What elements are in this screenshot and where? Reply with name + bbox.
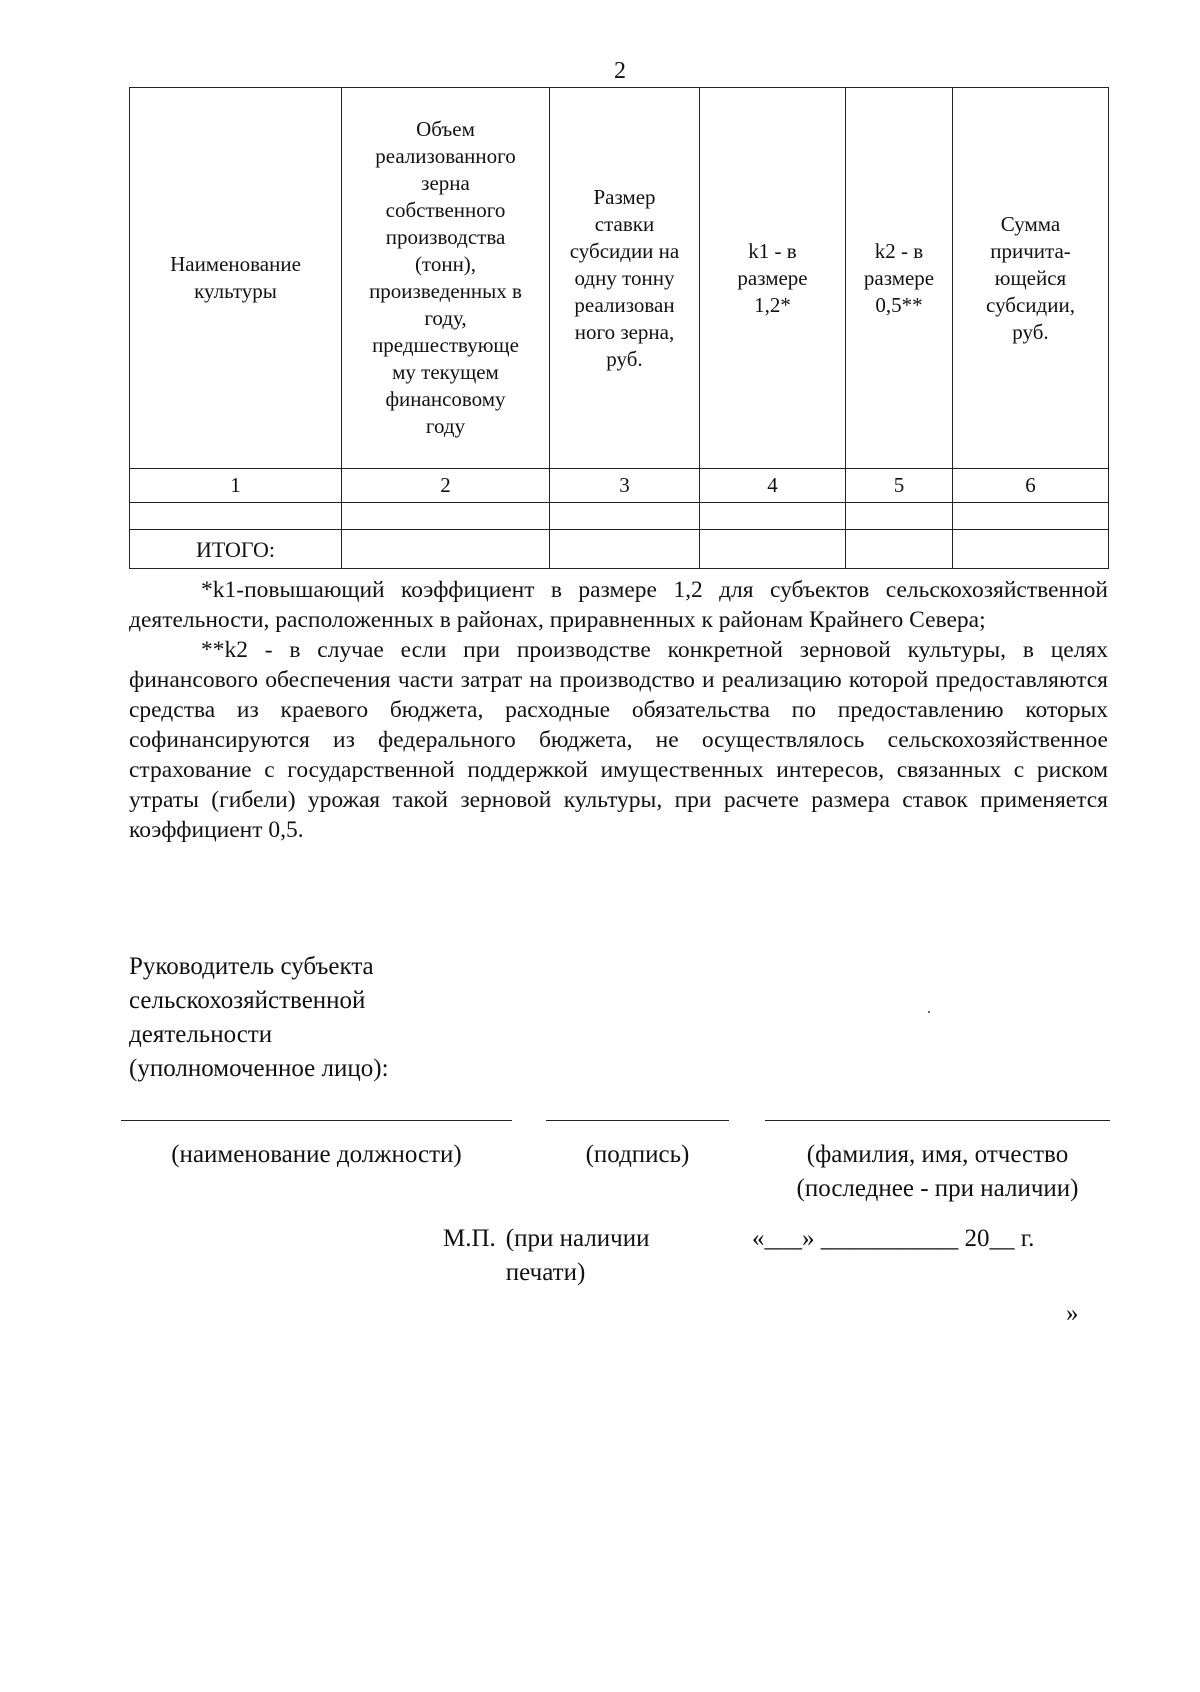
column-number: 1 (130, 469, 342, 503)
header-k1: k1 - в размере 1,2* (700, 88, 846, 469)
footnote-k2: **k2 - в случае если при производстве конкретной зерновой культуры, в целях финансового обеспечения части затрат на производство и реализацию которой предоставляются средства из краевого бюджета, расходные обязательства по предоставлению которых софинансируются из федерального бюджета, не осуществлялось сельскохозяйственное страхование с государственной поддержкой имущественных интересов, связанных с риском утраты (гибели) урожая такой зерновой культуры, при расчете размера ставок применяется коэффициент 0,5. (129, 637, 1108, 843)
empty-cell (342, 503, 550, 530)
name-caption: (фамилия, имя, отчество (последнее - при наличии) (796, 1141, 1079, 1202)
header-k2: k2 - в размере 0,5** (846, 88, 953, 469)
stamp-note: (при наличии печати) (505, 1225, 650, 1286)
scan-speck (928, 1011, 930, 1013)
header-crop-name: Наименование культуры (130, 88, 342, 469)
date-line: «___» ___________ 20__ г. (752, 1225, 1035, 1252)
position-caption: (наименование должности) (171, 1141, 462, 1168)
column-number-row (130, 469, 1109, 503)
subsidy-table (129, 87, 1109, 569)
stamp-label: М.П. (443, 1225, 496, 1252)
header-subsidy-sum: Сумма причита- ющейся субсидии, руб. (953, 88, 1109, 469)
page-number: 2 (614, 58, 626, 84)
closing-quote: » (1066, 1300, 1079, 1327)
empty-cell (700, 530, 846, 569)
column-number: 5 (846, 469, 953, 503)
column-number: 3 (550, 469, 700, 503)
column-number: 6 (953, 469, 1109, 503)
column-number: 4 (700, 469, 846, 503)
empty-cell (342, 530, 550, 569)
empty-cell (846, 503, 953, 530)
stamp-block (443, 1222, 650, 1290)
table-row (130, 503, 1109, 530)
empty-cell (953, 530, 1109, 569)
name-signature-line (765, 1120, 1110, 1121)
empty-cell (550, 503, 700, 530)
header-subsidy-rate: Размер ставки субсидии на одну тонну реализован ного зерна, руб. (550, 88, 700, 469)
empty-cell (550, 530, 700, 569)
footnotes (129, 575, 1108, 845)
total-label: ИТОГО: (130, 530, 342, 569)
empty-cell (846, 530, 953, 569)
table-header-row (130, 88, 1109, 469)
signer-label: Руководитель субъекта сельскохозяйственной деятельности (уполномоченное лицо): (129, 953, 389, 1082)
position-signature-line (121, 1120, 512, 1121)
empty-cell (130, 503, 342, 530)
signature-caption: (подпись) (585, 1141, 690, 1168)
empty-cell (700, 503, 846, 530)
column-number: 2 (342, 469, 550, 503)
signature-line (546, 1120, 729, 1121)
empty-cell (953, 503, 1109, 530)
total-row (130, 530, 1109, 569)
header-grain-volume: Объем реализованного зерна собственного производства (тонн), произведенных в году, предшествующе му текущем финансовому году (342, 88, 550, 469)
footnote-k1: *k1-повышающий коэффициент в размере 1,2 для субъектов сельскохозяйственной деятельности, расположенных в районах, приравненных к районам Крайнего Севера; (129, 577, 1108, 633)
